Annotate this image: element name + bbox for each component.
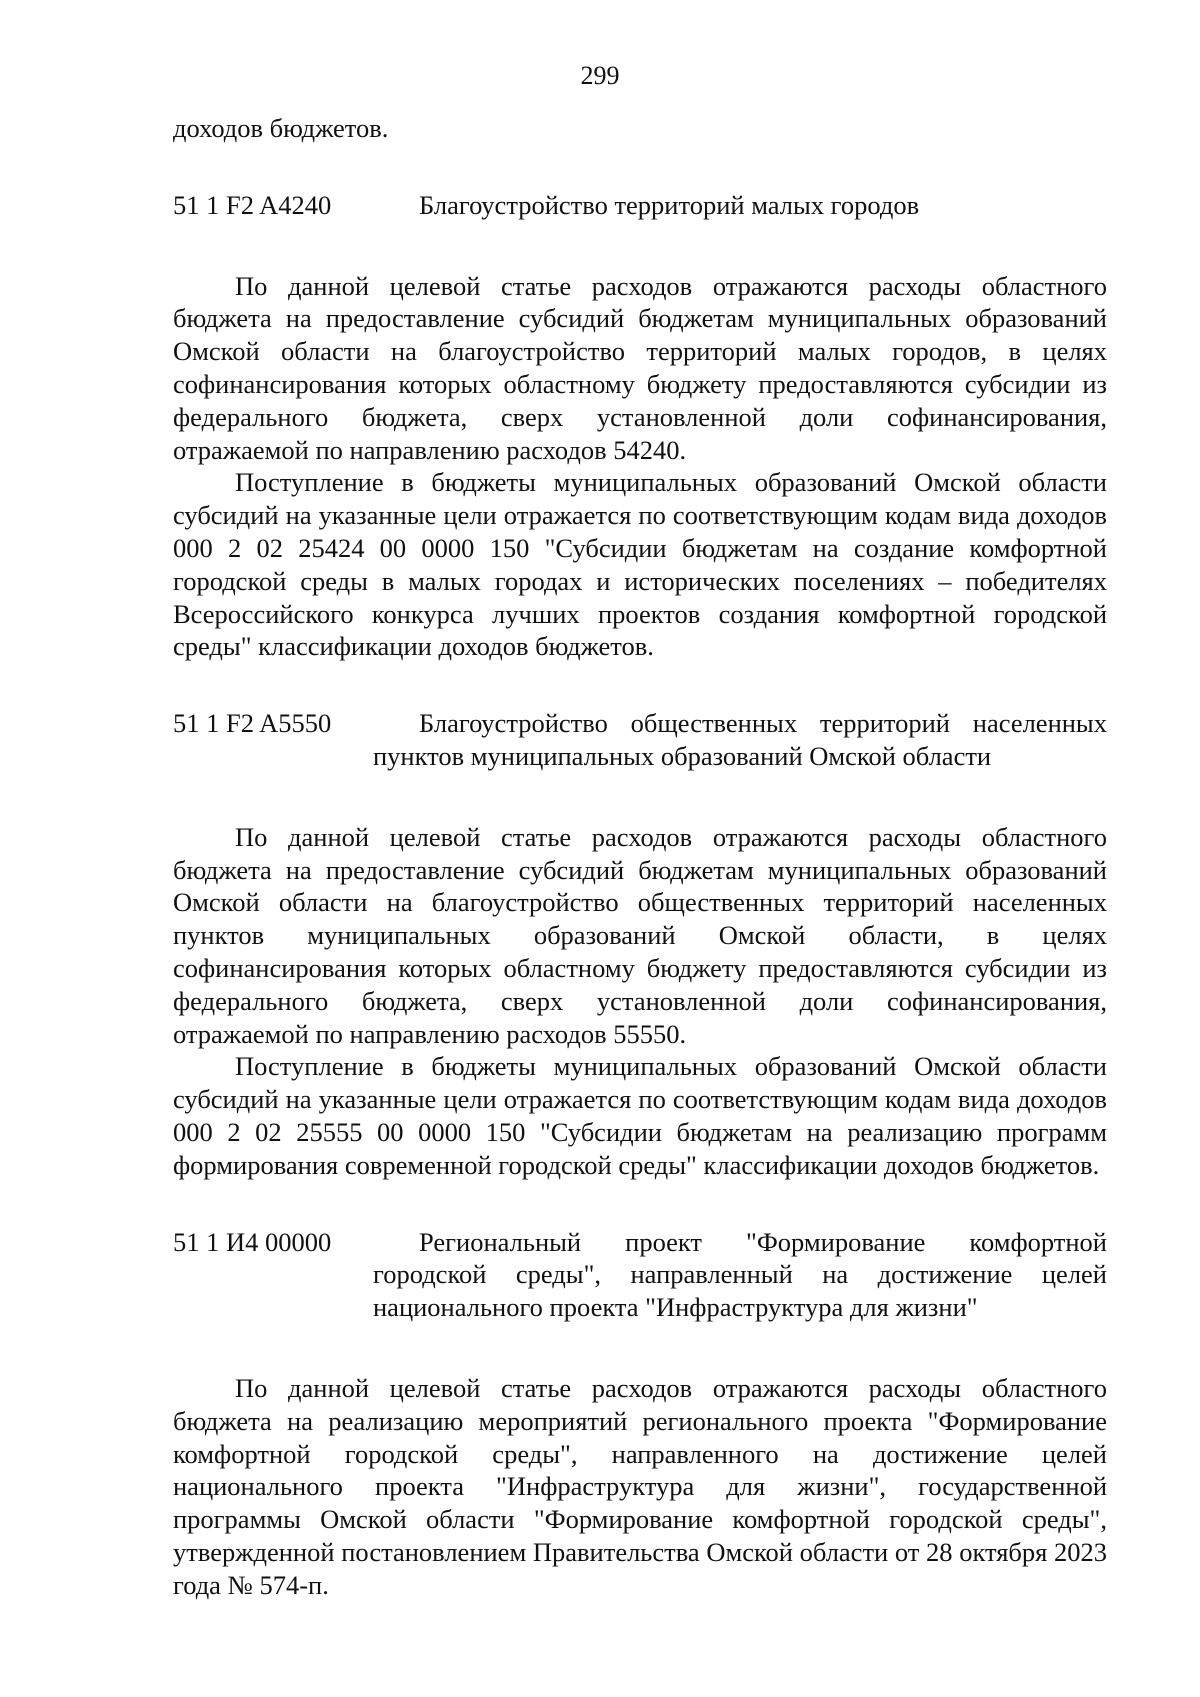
- section-heading-2: [173, 707, 1107, 773]
- section-3-paragraph-1: По данной целевой статье расходов отражаются расходы областного бюджета на реализацию мероприятий регионального проекта "Формирование комфортной городской среды", направленного на достижение целей национального проекта "Инфраструктура для жизни", государственной программы Омской области "Формирование комфортной городской среды", утвержденной постановлением Правительства Омской области от 28 октября 2023 года № 574-п.: [173, 1372, 1107, 1600]
- page-number: 299: [580, 61, 620, 90]
- section-code-2: 51 1 F2 A5550: [173, 708, 332, 739]
- section-heading-3: [173, 1226, 1107, 1324]
- section-code-1: 51 1 F2 A4240: [173, 189, 332, 220]
- section-heading-1: [173, 189, 1107, 222]
- section-1-paragraph-2: Поступление в бюджеты муниципальных образований Омской области субсидий на указанные цели отражается по соответствующим кодам вида доходов 000 2 02 25424 00 0000 150 "Субсидии бюджетам на создание комфортной городской среды в малых городах и исторических поселениях – победителях Всероссийского конкурса лучших проектов создания комфортной городской среды" классификации доходов бюджетов.: [173, 467, 1107, 662]
- section-1-paragraph-1: По данной целевой статье расходов отражаются расходы областного бюджета на предоставление субсидий бюджетам муниципальных образований Омской области на благоустройство территорий малых городов, в целях софинансирования которых областному бюджету предоставляются субсидии из федерального бюджета, сверх установленной доли софинансирования, отражаемой по направлению расходов 54240.: [173, 270, 1107, 465]
- section-2-paragraph-1: По данной целевой статье расходов отражаются расходы областного бюджета на предоставление субсидий бюджетам муниципальных образований Омской области на благоустройство общественных территорий населенных пунктов муниципальных образований Омской области, в целях софинансирования которых областному бюджету предоставляются субсидии из федерального бюджета, сверх установленной доли софинансирования, отражаемой по направлению расходов 55550.: [173, 821, 1107, 1049]
- section-2-paragraph-2: Поступление в бюджеты муниципальных образований Омской области субсидий на указанные цели отражается по соответствующим кодам вида доходов 000 2 02 25555 00 0000 150 "Субсидии бюджетам на реализацию программ формирования современной городской среды" классификации доходов бюджетов.: [173, 1051, 1107, 1180]
- section-title-1: Благоустройство территорий малых городов: [419, 189, 920, 220]
- section-title-2: Благоустройство общественных территорий населенных пунктов муниципальных образований Омской области: [373, 708, 1107, 771]
- section-code-3: 51 1 И4 00000: [173, 1226, 332, 1257]
- page-content: [173, 112, 1107, 1601]
- section-title-3: Региональный проект "Формирование комфортной городской среды", направленный на достижение целей национального проекта "Инфраструктура для жизни": [373, 1226, 1107, 1323]
- intro-line: доходов бюджетов.: [173, 113, 389, 143]
